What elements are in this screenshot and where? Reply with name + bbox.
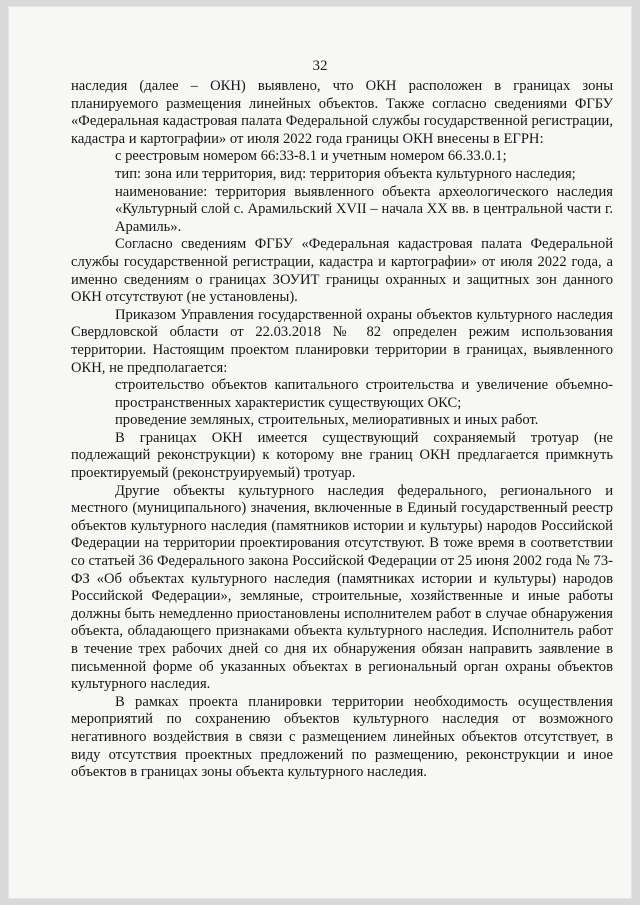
paragraph: Другие объекты культурного наследия федерального, регионального и местного (муниципального) значения, включенные в Единый государственный реестр объектов культурного наследия (памятников истории и культуры) народов Российской Федерации на территории проектирования отсутствуют. В тоже время в соответствии со статьей 36 Федерального закона Российской Федерации от 25 июня 2002 года № 73-ФЗ «Об объектах культурного наследия (памятниках истории и культуры) народов Российской Федерации», земляные, строительные, хозяйственные и иные работы должны быть немедленно приостановлены исполнителем работ в случае обнаружения объекта, обладающего признаками объекта культурного наследия. Исполнитель работ в течение трех рабочих дней со дня их обнаружения обязан направить заявление в письменной форме об указанных объектах в региональный орган охраны объектов культурного наследия. xyxy=(71,482,613,693)
paragraph: В границах ОКН имеется существующий сохраняемый тротуар (не подлежащий реконструкции) к которому вне границ ОКН предлагается примкнуть проектируемый (реконструируемый) тротуар. xyxy=(71,429,613,482)
document-body xyxy=(71,78,613,782)
paragraph: Приказом Управления государственной охраны объектов культурного наследия Свердловской области от 22.03.2018 № 82 определен режим использования территории. Настоящим проектом планировки территории в границах, выявленного ОКН, не предполагается: xyxy=(71,306,613,376)
list-item: строительство объектов капитального строительства и увеличение объемно-пространственных характеристик существующих ОКС; xyxy=(115,377,613,411)
list-item: проведение земляных, строительных, мелиоративных и иных работ. xyxy=(115,412,539,429)
page-number: 32 xyxy=(312,58,328,74)
paragraph: Согласно сведениям ФГБУ «Федеральная кадастровая палата Федеральной службы государственной регистрации, кадастра и картографии» от июля 2022 года, а именно сведениям о границах ЗОУИТ границы охранных и защитных зон данного ОКН отсутствуют (не установлены). xyxy=(71,236,613,306)
list-item: с реестровым номером 66:33-8.1 и учетным номером 66.33.0.1; xyxy=(115,148,507,165)
document-page xyxy=(8,6,632,899)
list-item: наименование: территория выявленного объекта археологического наследия «Культурный слой с. Арамильский XVII – начала XX вв. в центральной части г. Арамиль». xyxy=(115,183,613,235)
paragraph: В рамках проекта планировки территории необходимость осуществления мероприятий по сохранению объектов культурного наследия от возможного негативного воздействия в связи с размещением линейных объектов отсутствует, в виду отсутствия проектных предложений по размещению, реконструкции и иное объектов в границах зоны объекта культурного наследия. xyxy=(71,693,613,781)
paragraph: наследия (далее – ОКН) выявлено, что ОКН расположен в границах зоны планируемого размещения линейных объектов. Также согласно сведениями ФГБУ «Федеральная кадастровая палата Федеральной службы государственной регистрации, кадастра и картографии» от июля 2022 года границы ОКН внесены в ЕГРН: xyxy=(71,78,613,147)
list-item: тип: зона или территория, вид: территория объекта культурного наследия; xyxy=(115,165,576,182)
